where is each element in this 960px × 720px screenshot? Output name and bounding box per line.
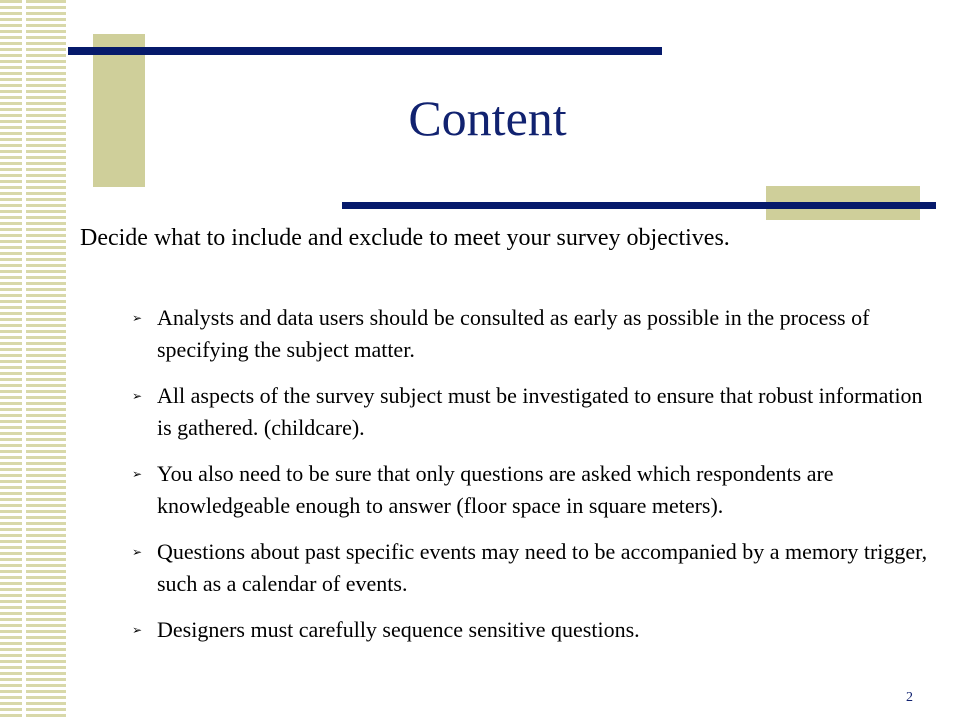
- list-item: [132, 536, 932, 600]
- title-rule-top: [68, 47, 662, 55]
- page-number: 2: [906, 690, 913, 705]
- list-item: [132, 302, 932, 366]
- bullet-list: [132, 302, 932, 660]
- decorative-block-left: [93, 34, 145, 187]
- decorative-stripes: [0, 0, 66, 720]
- list-item: [132, 458, 932, 522]
- bullet-text: Designers must carefully sequence sensitive questions.: [157, 617, 640, 642]
- bullet-text: All aspects of the survey subject must be investigated to ensure that robust information is gathered. (childcare).: [157, 383, 923, 440]
- chevron-right-icon: ➢: [132, 545, 143, 559]
- chevron-right-icon: ➢: [132, 311, 143, 325]
- title-rule-bottom: [342, 202, 936, 209]
- bullet-text: Questions about past specific events may need to be accompanied by a memory trigger, such as a calendar of events.: [157, 539, 928, 596]
- slide-title: Content: [408, 90, 567, 146]
- intro-text: Decide what to include and exclude to meet your survey objectives.: [80, 225, 730, 251]
- list-item: [132, 614, 932, 646]
- chevron-right-icon: ➢: [132, 623, 143, 637]
- chevron-right-icon: ➢: [132, 389, 143, 403]
- list-item: [132, 380, 932, 444]
- bullet-text: You also need to be sure that only questions are asked which respondents are knowledgeable enough to answer (floor space in square meters).: [157, 461, 834, 518]
- chevron-right-icon: ➢: [132, 467, 143, 481]
- bullet-text: Analysts and data users should be consulted as early as possible in the process of specifying the subject matter.: [157, 305, 870, 362]
